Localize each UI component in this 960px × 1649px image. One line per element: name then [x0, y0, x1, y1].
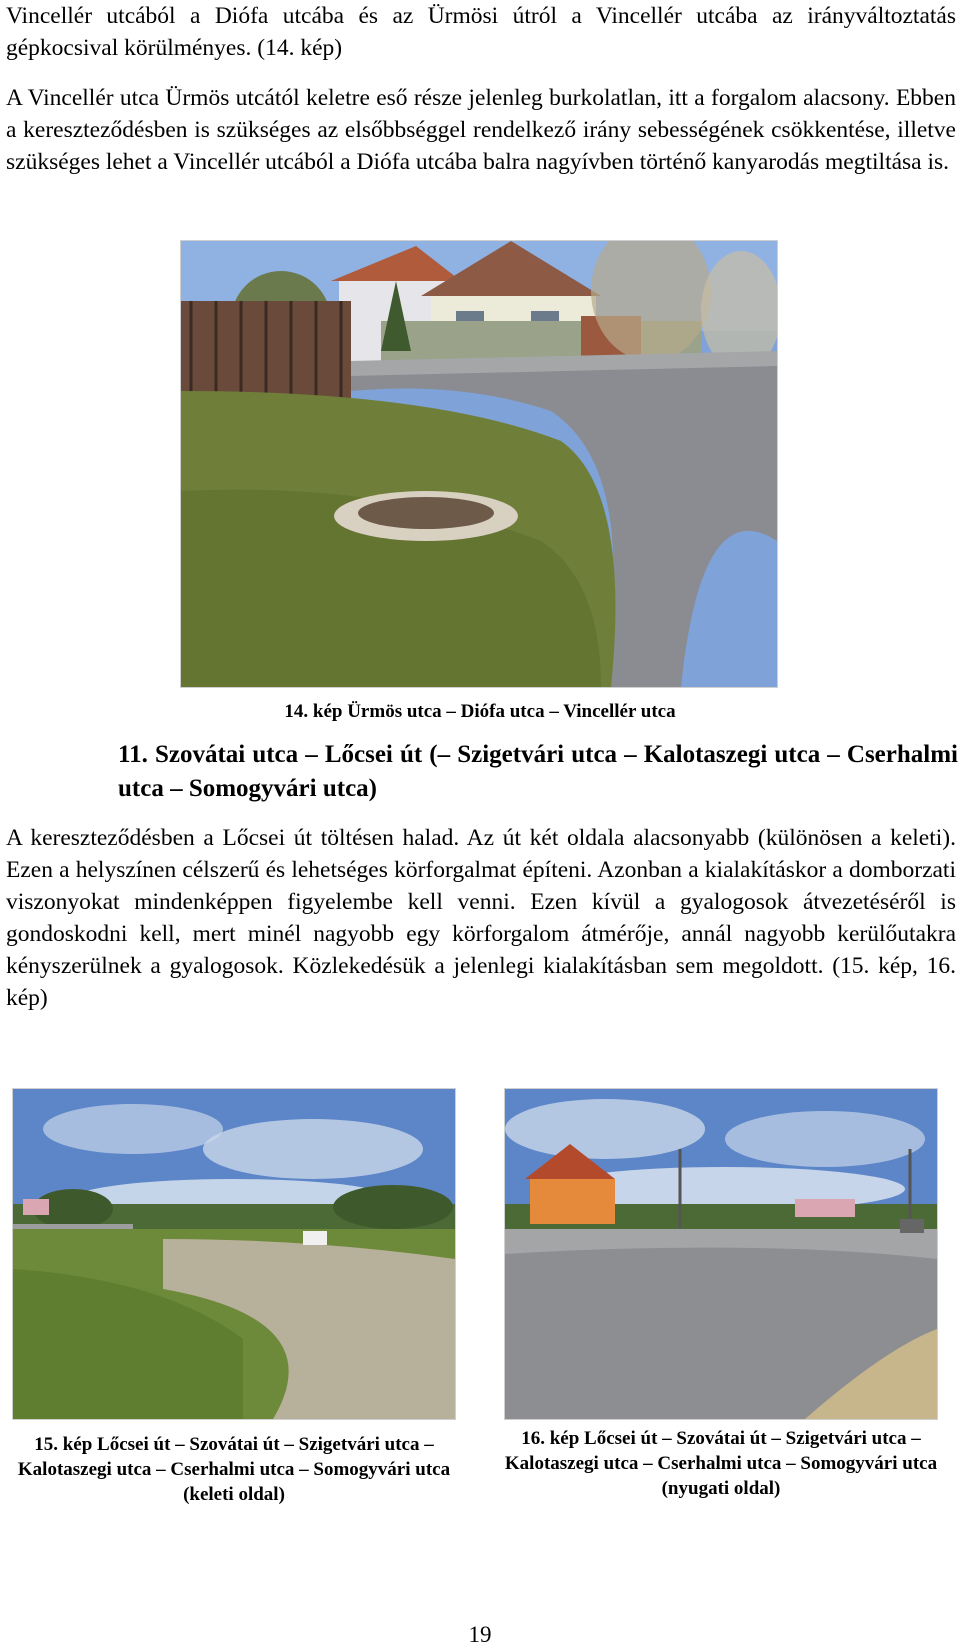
- intro-paragraph-1: Vincellér utcából a Diófa utcába és az Ürmösi útról a Vincellér utcába az irányváltoztatás gépkocsival körülményes. (14. kép): [6, 3, 956, 61]
- photo-16: [504, 1088, 938, 1420]
- photo-14: [180, 240, 778, 688]
- section-title: Szovátai utca – Lőcsei út (– Szigetvári utca – Kalotaszegi utca – Cserhalmi utca – Somogyvári utca): [118, 741, 958, 802]
- caption-14: 14. kép Ürmös utca – Diófa utca – Vincellér utca: [284, 701, 676, 722]
- photo-15: [12, 1088, 456, 1420]
- page-number: 19: [468, 1622, 492, 1647]
- intro-paragraph-2: A Vincellér utca Ürmös utcától keletre eső része jelenleg burkolatlan, itt a forgalom alacsony. Ebben a kereszteződésben is szükséges az elsőbbséggel rendelkező irány sebességének csökkentése, illetve szükséges lehet a Vincellér utcából a Diófa utcába balra nagyívben történő kanyarodás megtiltása is.: [6, 85, 956, 175]
- section-number: 11.: [118, 741, 148, 768]
- section-heading: [118, 738, 958, 806]
- caption-15: 15. kép Lőcsei út – Szovátai út – Szigetvári utca – Kalotaszegi utca – Cserhalmi utca – Somogyvári utca (keleti oldal): [17, 1434, 451, 1505]
- body-paragraph: A kereszteződésben a Lőcsei út töltésen halad. Az út két oldala alacsonyabb (különösen a keleti). Ezen a helyszínen célszerű és lehetséges körforgalmat építeni. Azonban a kialakításkor a domborzati viszonyokat mindenképpen figyelembe kell venni. Ezen kívül a gyalogosok átvezetéséről is gondoskodni kell, mert minél nagyobb egy körforgalom átmérője, annál nagyobb kerülőutakra kényszerülnek a gyalogosok. Közlekedésük a jelenlegi kialakításban sem megoldott. (15. kép, 16. kép): [6, 825, 956, 1011]
- caption-16: 16. kép Lőcsei út – Szovátai út – Szigetvári utca – Kalotaszegi utca – Cserhalmi utca – Somogyvári utca (nyugati oldal): [504, 1428, 938, 1499]
